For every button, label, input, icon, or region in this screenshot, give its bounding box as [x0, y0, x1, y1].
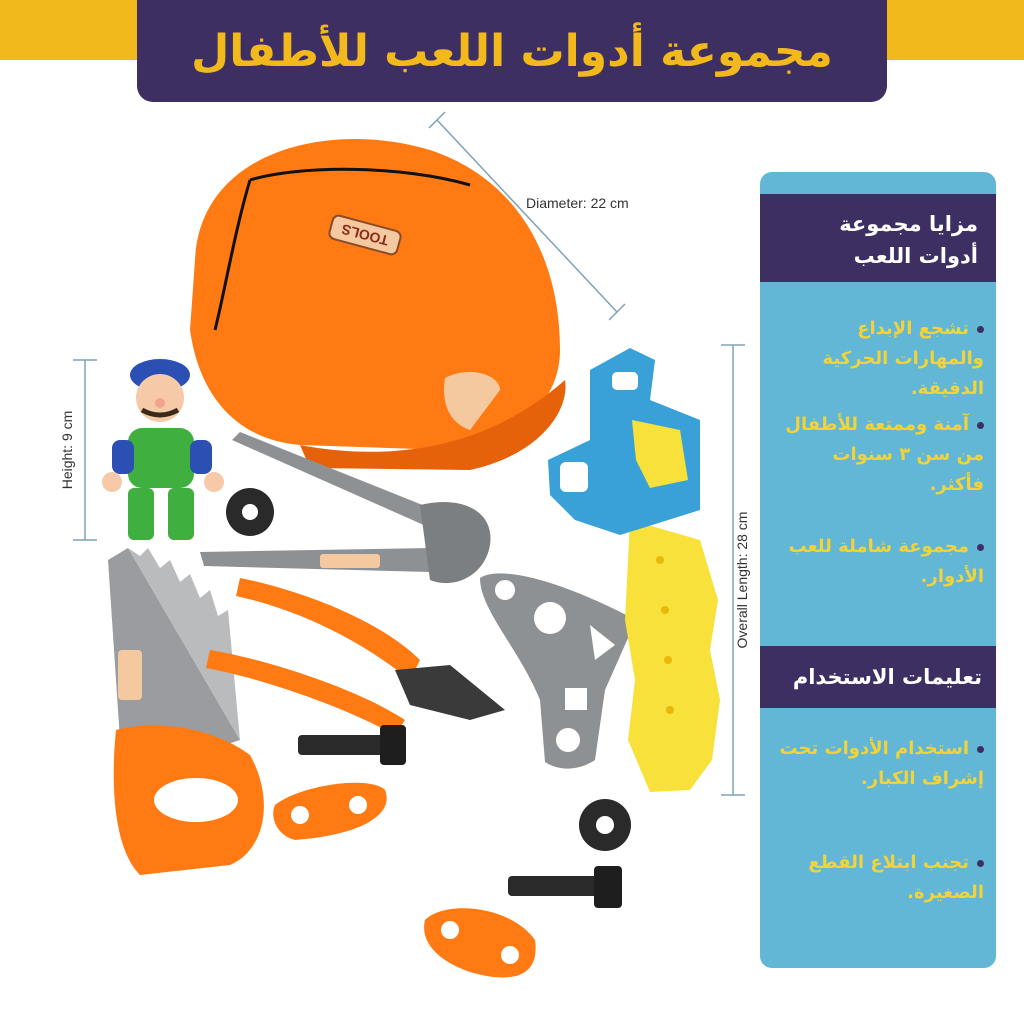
feature-text: تشجع الإبداع والمهارات الحركية الدقيقة. [822, 318, 984, 399]
bullet-icon [977, 326, 984, 333]
info-panel [760, 172, 996, 968]
usage-header: تعليمات الاستخدام [760, 646, 996, 708]
feature-item [772, 314, 984, 404]
feature-text: آمنة وممتعة للأطفال من سن ٣ سنوات فأكثر. [785, 414, 984, 495]
feature-item [772, 532, 984, 592]
helmet-logo-text: TOOLS [339, 221, 391, 249]
bullet-icon [977, 422, 984, 429]
usage-item [772, 734, 984, 794]
bullet-icon [977, 544, 984, 551]
usage-item [772, 848, 984, 908]
features-header: مزايا مجموعة أدوات اللعب [760, 194, 996, 282]
usage-text: استخدام الأدوات تحت إشراف الكبار. [779, 738, 984, 789]
usage-text: تجنب ابتلاع القطع الصغيرة. [808, 852, 984, 903]
length-label: Overall Length: 28 cm [734, 511, 750, 649]
feature-text: مجموعة شاملة للعب الأدوار. [788, 536, 984, 587]
page-title: مجموعة أدوات اللعب للأطفال [191, 25, 833, 77]
bullet-icon [977, 746, 984, 753]
diameter-label: Diameter: 22 cm [526, 195, 629, 211]
height-label: Height: 9 cm [59, 410, 75, 490]
feature-item [772, 410, 984, 500]
bullet-icon [977, 860, 984, 867]
